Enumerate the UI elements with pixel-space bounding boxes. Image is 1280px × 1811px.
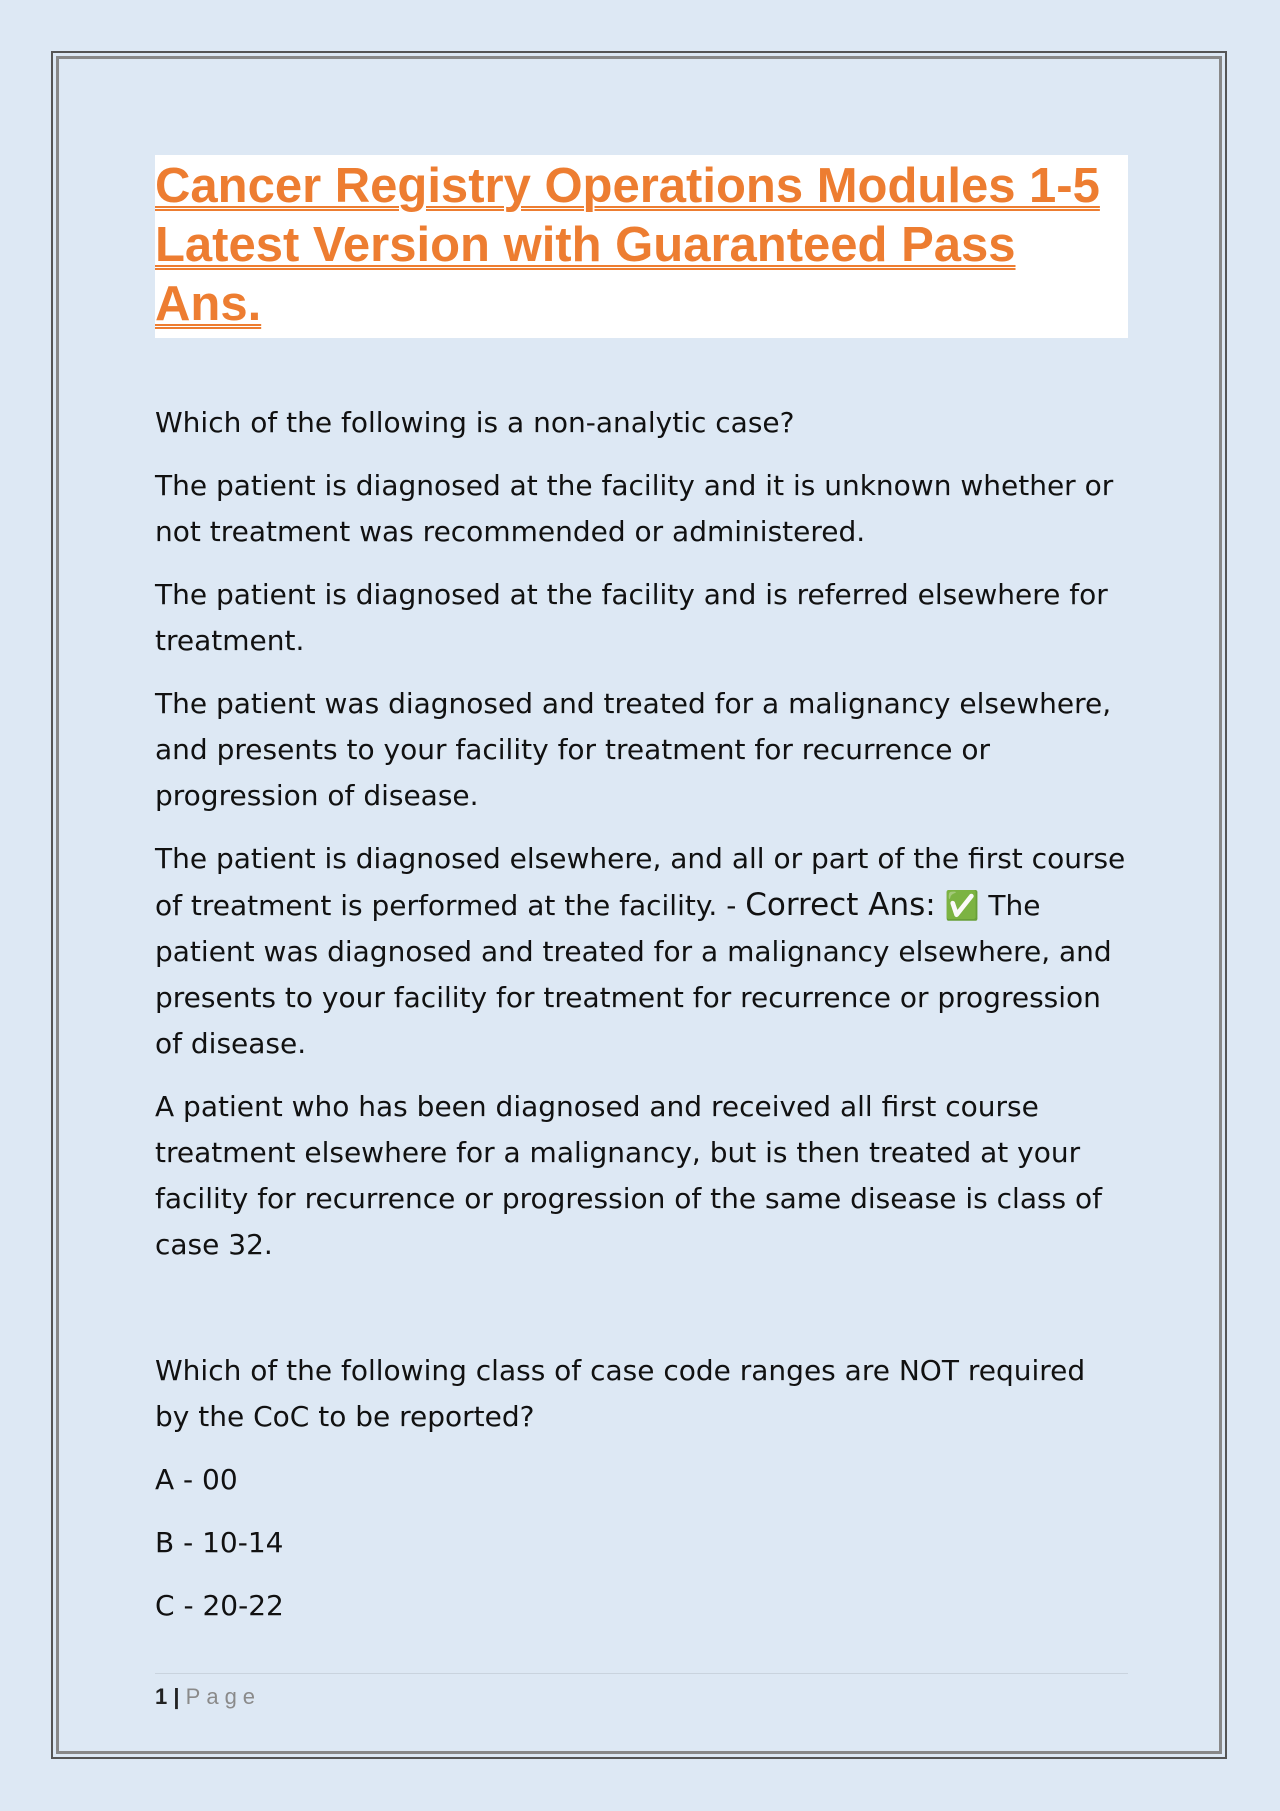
correct-answer-text: The patient was diagnosed and treated for a malignancy elsewhere, and presents to your facility for treatment for recurrence or progression of disease. xyxy=(155,889,1112,1060)
correct-answer-label: Correct Ans: xyxy=(745,887,936,923)
title-box xyxy=(155,155,1128,338)
question-1-option-d: The patient is diagnosed elsewhere, and all or part of the first course of treatment is performed at the facility. - xyxy=(155,842,1126,922)
question-gap xyxy=(155,1285,1128,1348)
page-footer xyxy=(155,1673,1128,1712)
question-1-option-a: The patient is diagnosed at the facility and it is unknown whether or not treatment was recommended or administered. xyxy=(155,469,1114,548)
check-mark-icon: ✅ xyxy=(944,889,980,922)
question-1-prompt: Which of the following is a non-analytic case? xyxy=(155,406,795,439)
document-title: Cancer Registry Operations Modules 1-5 Latest Version with Guaranteed Pass Ans. xyxy=(155,159,1100,331)
page-separator: | xyxy=(173,1684,180,1709)
document-body xyxy=(155,400,1128,1629)
question-1-option-d-with-answer xyxy=(155,836,1128,1067)
question-2-option-b: B - 10-14 xyxy=(155,1526,284,1559)
question-1-option-b: The patient is diagnosed at the facility and is referred elsewhere for treatment. xyxy=(155,578,1108,657)
page-label: Page xyxy=(185,1684,262,1709)
question-2-option-c: C - 20-22 xyxy=(155,1589,284,1622)
question-2-prompt: Which of the following class of case code ranges are NOT required by the CoC to be reported? xyxy=(155,1354,1086,1433)
page-number: 1 xyxy=(155,1684,168,1709)
question-1-explanation: A patient who has been diagnosed and received all first course treatment elsewhere for a malignancy, but is then treated at your facility for recurrence or progression of the same disease is class of case 32. xyxy=(155,1090,1103,1261)
question-1-option-c: The patient was diagnosed and treated for a malignancy elsewhere, and presents to your facility for treatment for recurrence or progression of disease. xyxy=(155,687,1112,812)
question-2-option-a: A - 00 xyxy=(155,1463,238,1496)
document-content xyxy=(155,155,1128,1646)
